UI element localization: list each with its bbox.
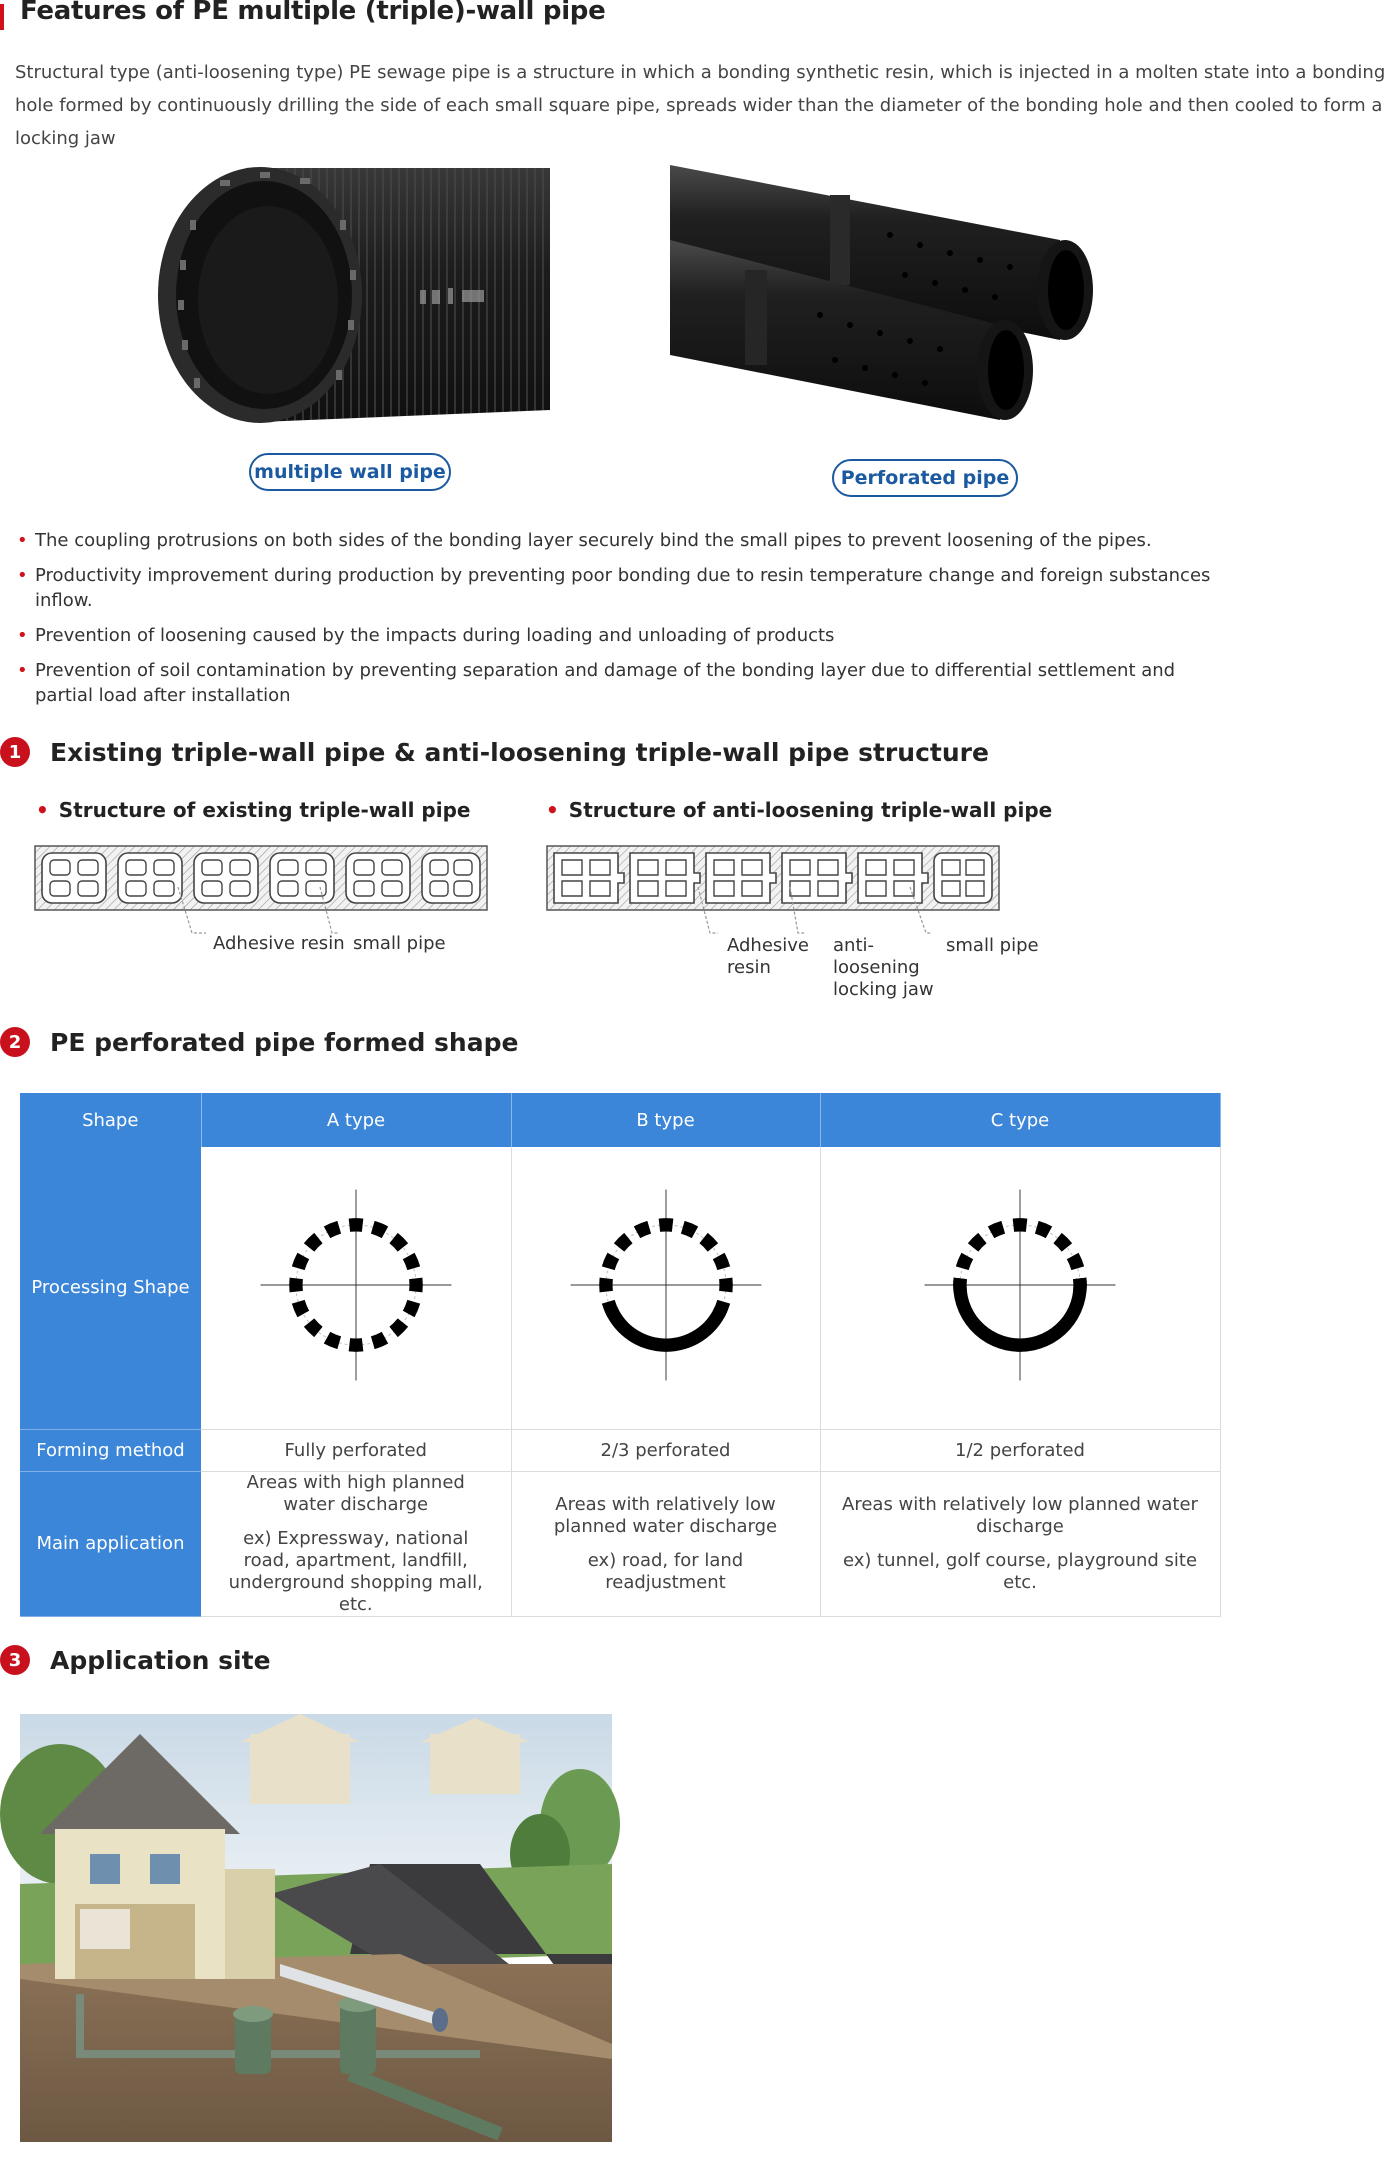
- intro-line: locking jaw: [15, 128, 116, 149]
- existing-structure-subtitle: • Structure of existing triple-wall pipe: [36, 798, 471, 822]
- feature-list: [15, 528, 1225, 718]
- label-small-pipe: small pipe: [353, 933, 446, 954]
- table-header: A type: [201, 1093, 511, 1147]
- pipe-wall-segment: [324, 1332, 341, 1349]
- page-title: Features of PE multiple (triple)-wall pipe: [20, 0, 606, 26]
- application-example: ex) Expressway, national road, apartment, landfill, underground shopping mall, etc.: [228, 1527, 483, 1615]
- pipe-wall-segment: [304, 1319, 323, 1338]
- section-number-badge: 2: [0, 1027, 30, 1057]
- application-area: Areas with relatively low planned water discharge: [842, 1493, 1198, 1537]
- row-header: Forming method: [20, 1429, 201, 1471]
- pipe-wall-segment: [304, 1233, 323, 1252]
- section-2-header: [0, 1027, 518, 1057]
- perforated-pipe-label: Perforated pipe: [832, 459, 1018, 497]
- forming-cell: Fully perforated: [201, 1429, 511, 1471]
- pipe-wall-segment: [613, 1233, 632, 1252]
- intro-line: Structural type (anti-loosening type) PE sewage pipe is a structure in which a bonding synthetic resin, which is injected in a molten state into a bonding: [15, 62, 1385, 83]
- pipe-wall-segment: [956, 1253, 973, 1270]
- section-title: Application site: [50, 1645, 271, 1675]
- forming-cell: 2/3 perforated: [511, 1429, 820, 1471]
- perforated-pipes-icon: [670, 165, 1100, 425]
- list-item: • The coupling protrusions on both sides of the bonding layer securely bind the small pipes to prevent loosening of the pipes.: [15, 528, 1225, 553]
- anti-loosening-structure-subtitle: • Structure of anti-loosening triple-wall pipe: [546, 798, 1052, 822]
- table-header: Shape: [20, 1093, 201, 1147]
- pipe-wall-segment: [633, 1221, 650, 1238]
- intro-line: hole formed by continuously drilling the side of each small square pipe, spreads wider than the diameter of the bonding hole and then cooled to form a: [15, 95, 1383, 116]
- pipe-wall-segment: [403, 1300, 420, 1317]
- section-3-header: [0, 1645, 271, 1675]
- pipe-wall-segment: [988, 1221, 1005, 1238]
- pipe-wall-segment: [403, 1253, 420, 1270]
- a-type-section-diagram: [251, 1180, 461, 1390]
- b-type-section-diagram: [561, 1180, 771, 1390]
- table-row: [20, 1147, 1220, 1429]
- intro-paragraph: [15, 56, 1385, 155]
- perforated-types-table: [20, 1093, 1221, 1617]
- shape-cell: [511, 1147, 820, 1429]
- pipe-wall-segment: [389, 1233, 408, 1252]
- section-number-badge: 3: [0, 1645, 30, 1675]
- shape-cell: [201, 1147, 511, 1429]
- label-line: anti-: [833, 935, 874, 956]
- application-example: ex) road, for land readjustment: [587, 1549, 744, 1593]
- table-row: [20, 1429, 1220, 1471]
- application-cell: [511, 1471, 820, 1616]
- black-corrugated-pipe-icon: [150, 160, 550, 440]
- pipe-wall-segment: [1053, 1233, 1072, 1252]
- label-line: loosening: [833, 957, 920, 978]
- section-title: Existing triple-wall pipe & anti-loosening triple-wall pipe structure: [50, 737, 989, 767]
- label-line: resin: [727, 957, 771, 978]
- section-1-header: [0, 737, 989, 767]
- pipe-wall-segment: [599, 1278, 613, 1293]
- row-header: Main application: [20, 1471, 201, 1616]
- pipe-wall-segment: [292, 1253, 309, 1270]
- list-item: • Prevention of loosening caused by the impacts during loading and unloading of products: [15, 623, 1225, 648]
- pipe-wall-segment: [680, 1221, 697, 1238]
- pipe-wall-segment: [699, 1233, 718, 1252]
- pipe-wall-segment: [1067, 1253, 1084, 1270]
- application-site-illustration: [20, 1714, 612, 2142]
- pipe-wall-segment: [658, 1218, 673, 1232]
- pipe-wall-segment: [601, 1253, 618, 1270]
- table-row: [20, 1471, 1220, 1616]
- row-header: Processing Shape: [20, 1147, 201, 1429]
- application-example: ex) tunnel, golf course, playground site etc.: [842, 1549, 1198, 1593]
- pipe-wall-segment: [289, 1278, 303, 1293]
- pipe-wall-segment: [292, 1300, 309, 1317]
- pipe-wall-segment: [1013, 1218, 1028, 1232]
- list-item: • Prevention of soil contamination by preventing separation and damage of the bonding layer due to differential settlement and partial load after installation: [15, 658, 1225, 708]
- label-locking-jaw: [833, 935, 934, 1001]
- label-line: locking jaw: [833, 979, 934, 1000]
- table-header: B type: [511, 1093, 820, 1147]
- pipe-wall-segment: [371, 1332, 388, 1349]
- pipe-wall-segment: [1035, 1221, 1052, 1238]
- label-line: Adhesive: [727, 935, 810, 956]
- pipe-wall-segment: [348, 1218, 363, 1232]
- section-number-badge: 1: [0, 737, 30, 767]
- application-area: Areas with relatively low planned water discharge: [553, 1493, 778, 1537]
- section-title: PE perforated pipe formed shape: [50, 1027, 519, 1057]
- multiple-wall-pipe-label: multiple wall pipe: [249, 453, 451, 491]
- application-cell: [201, 1471, 511, 1616]
- multiple-wall-pipe-photo: [150, 160, 550, 440]
- label-adhesive-resin: [727, 935, 809, 979]
- pipe-wall-segment: [719, 1278, 733, 1293]
- forming-cell: 1/2 perforated: [820, 1429, 1220, 1471]
- list-item: • Productivity improvement during production by preventing poor bonding due to resin temperature change and foreign substances inflow.: [15, 563, 1225, 613]
- label-adhesive-resin: Adhesive resin: [213, 933, 345, 954]
- pipe-wall-segment: [968, 1233, 987, 1252]
- shape-cell: [820, 1147, 1220, 1429]
- table-header-row: [20, 1093, 1220, 1147]
- pipe-wall-segment: [712, 1253, 729, 1270]
- c-type-section-diagram: [915, 1180, 1125, 1390]
- house-drainage-scene-icon: [20, 1714, 612, 2142]
- pipe-wall-segment: [409, 1278, 423, 1293]
- pipe-wall-segment: [389, 1319, 408, 1338]
- application-cell: [820, 1471, 1220, 1616]
- pipe-wall-segment: [348, 1338, 363, 1352]
- perforated-pipe-photo: [670, 165, 1100, 425]
- title-accent-bar: [0, 4, 4, 30]
- pipe-wall-segment: [324, 1221, 341, 1238]
- table-header: C type: [820, 1093, 1220, 1147]
- label-small-pipe: small pipe: [946, 935, 1039, 956]
- application-area: Areas with high planned water discharge: [246, 1471, 465, 1515]
- pipe-wall-segment: [371, 1221, 388, 1238]
